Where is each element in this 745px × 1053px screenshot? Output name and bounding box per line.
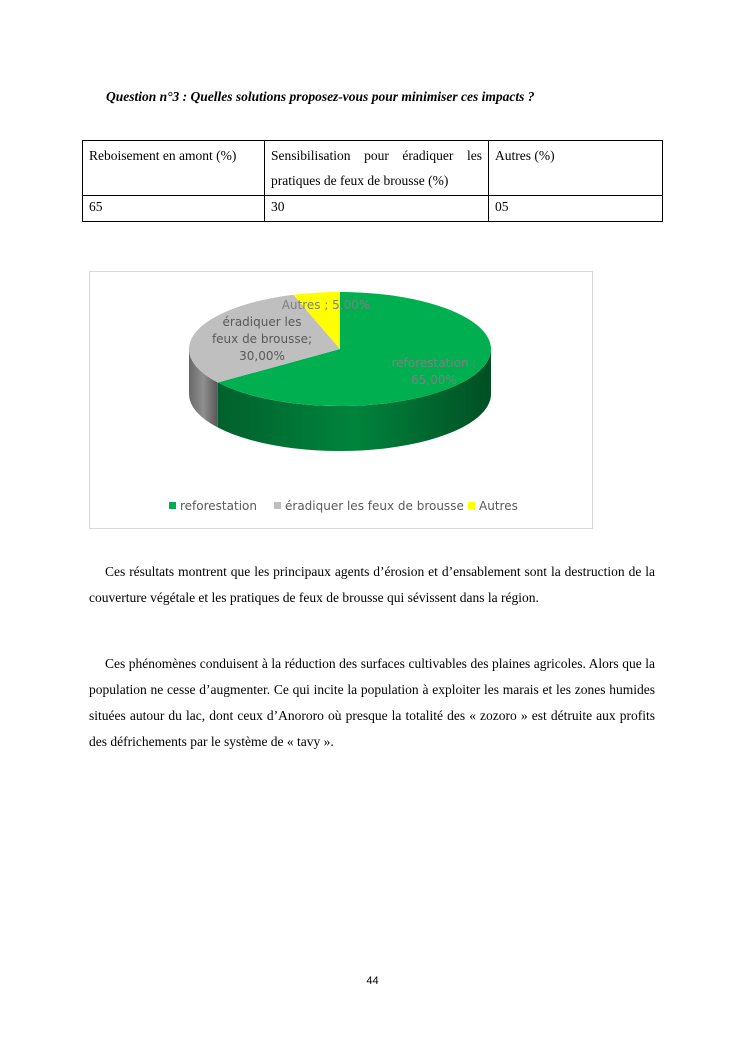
header-sensibilisation: Sensibilisation pour éradiquer les pratiques de feux de brousse (%): [265, 141, 489, 196]
value-reboisement: 65: [83, 196, 265, 222]
answers-table: [82, 140, 663, 222]
pie-data-label-1-1: feux de brousse;: [211, 332, 313, 346]
legend-label-1: éradiquer les feux de brousse: [285, 499, 464, 513]
pie-chart: [89, 271, 593, 529]
pie-data-label-2-0: Autres ; 5,00%: [281, 298, 371, 312]
pie-data-label-0-0: reforestation ;: [391, 356, 477, 370]
value-sensibilisation: 30: [265, 196, 489, 222]
legend-swatch-1: [274, 502, 281, 509]
table-values-row: [83, 196, 663, 222]
legend-swatch-2: [468, 502, 475, 509]
value-autres: 05: [489, 196, 663, 222]
paragraph-1: Ces résultats montrent que les principaux agents d’érosion et d’ensablement sont la destruction de la couverture végétale et les pratiques de feux de brousse qui sévissent dans la région.: [89, 564, 655, 605]
legend-label-0: reforestation: [180, 499, 257, 513]
pie-data-label-0-1: 65,00%: [411, 373, 457, 387]
paragraph-2: Ces phénomènes conduisent à la réduction des surfaces cultivables des plaines agricoles. Alors que la population ne cesse d’augmenter. Ce qui incite la population à exploiter les marais et les zones humides situées autour du lac, dont ceux d’Anororo où presque la totalité des « zozoro » est détruite aux profits des défrichements par le système de « tavy ».: [89, 656, 655, 749]
pie-data-label-1-2: 30,00%: [239, 349, 285, 363]
pie-chart-svg: [90, 272, 592, 528]
legend-label-2: Autres: [479, 499, 518, 513]
question-heading: Question n°3 : Quelles solutions proposez-vous pour minimiser ces impacts ?: [106, 89, 535, 104]
page-number: 44: [366, 975, 379, 987]
pie-data-label-1-0: éradiquer les: [222, 315, 302, 329]
header-reboisement: Reboisement en amont (%): [83, 141, 265, 196]
legend-swatch-0: [169, 502, 176, 509]
table-header-row: [83, 141, 663, 196]
header-autres: Autres (%): [489, 141, 663, 196]
